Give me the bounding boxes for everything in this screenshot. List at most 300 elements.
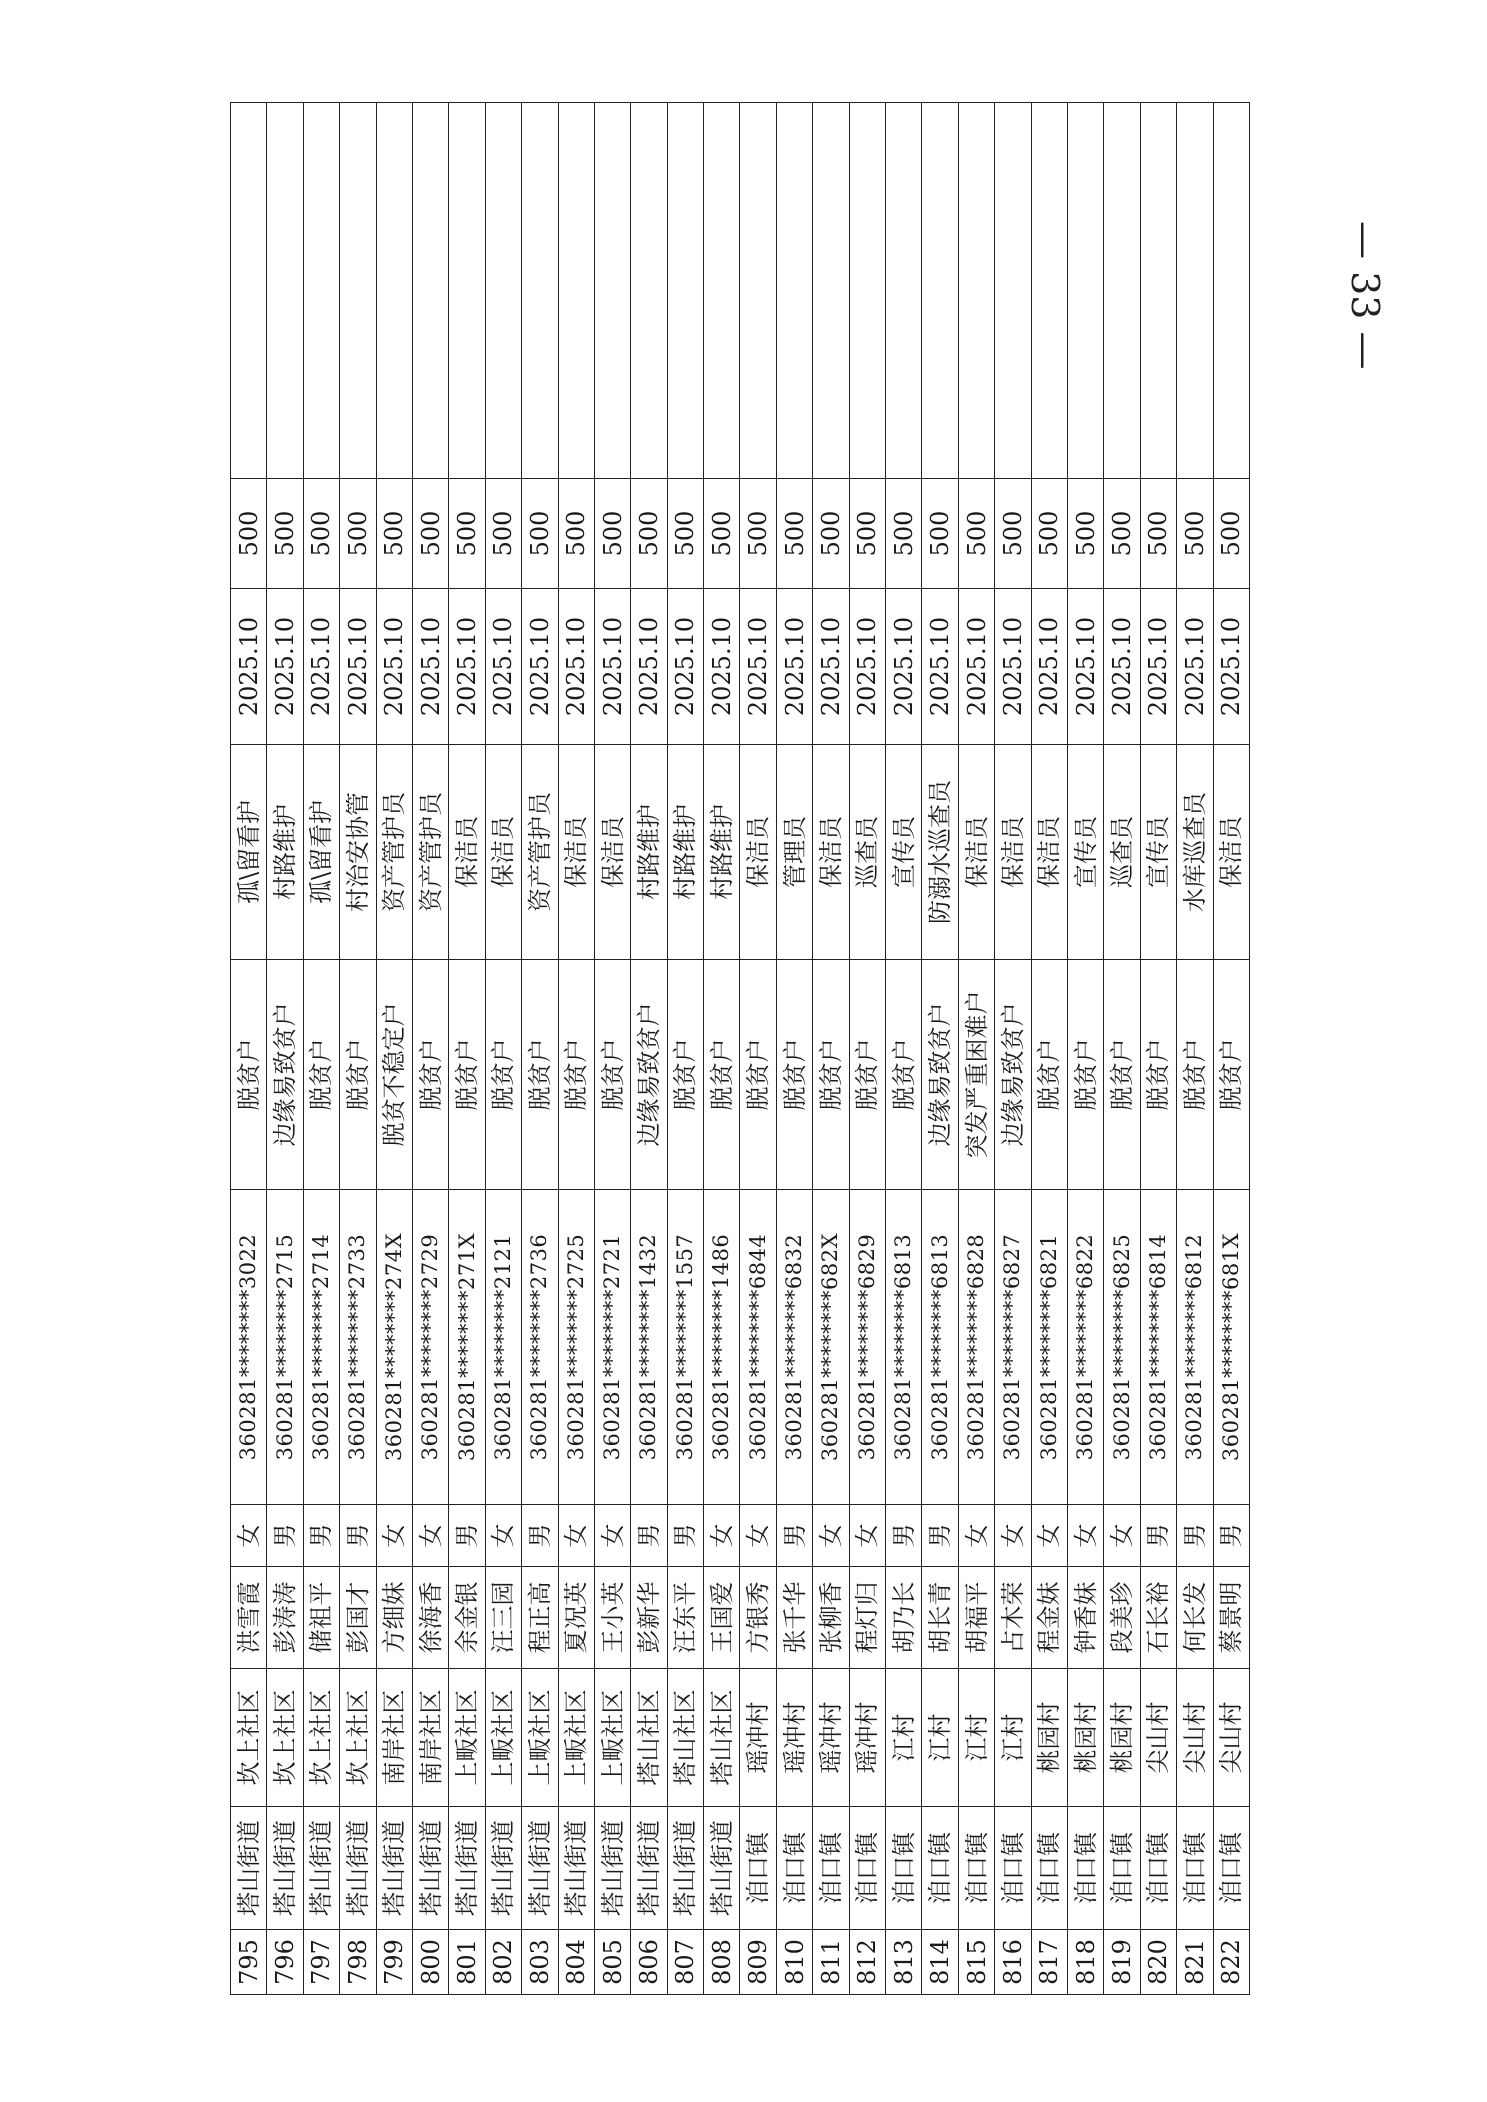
name-cell: 胡乃长 — [886, 1567, 922, 1669]
table-row — [849, 103, 885, 1995]
id-number-cell: 360281********6844 — [740, 1190, 776, 1505]
amount-cell: 500 — [740, 479, 776, 589]
amount-cell: 500 — [303, 479, 339, 589]
row-number-cell: 801 — [449, 1930, 485, 1995]
post-cell: 村路维护 — [667, 745, 703, 960]
table-row — [340, 103, 376, 1995]
post-cell: 资产管护员 — [522, 745, 558, 960]
row-number-cell: 797 — [303, 1930, 339, 1995]
row-number-cell: 815 — [958, 1930, 994, 1995]
town-cell: 塔山街道 — [485, 1807, 521, 1930]
row-number-cell: 811 — [813, 1930, 849, 1995]
date-cell: 2025.10 — [886, 589, 922, 745]
date-cell: 2025.10 — [849, 589, 885, 745]
village-cell: 瑶冲村 — [849, 1669, 885, 1807]
id-number-cell: 360281********2725 — [558, 1190, 594, 1505]
gender-cell: 男 — [303, 1505, 339, 1567]
category-cell: 突发严重困难户 — [958, 960, 994, 1190]
date-cell: 2025.10 — [631, 589, 667, 745]
date-cell: 2025.10 — [1031, 589, 1067, 745]
gender-cell: 女 — [594, 1505, 630, 1567]
date-cell: 2025.10 — [958, 589, 994, 745]
data-table — [230, 102, 1250, 1995]
category-cell: 脱贫户 — [522, 960, 558, 1190]
remark-cell — [667, 103, 703, 479]
id-number-cell: 360281********682X — [813, 1190, 849, 1505]
town-cell: 洎口镇 — [1031, 1807, 1067, 1930]
row-number-cell: 804 — [558, 1930, 594, 1995]
category-cell: 脱贫户 — [594, 960, 630, 1190]
town-cell: 塔山街道 — [267, 1807, 303, 1930]
amount-cell: 500 — [849, 479, 885, 589]
name-cell: 蔡景明 — [1213, 1567, 1249, 1669]
date-cell: 2025.10 — [449, 589, 485, 745]
town-cell: 塔山街道 — [667, 1807, 703, 1930]
remark-cell — [412, 103, 448, 479]
town-cell: 塔山街道 — [631, 1807, 667, 1930]
post-cell: 保洁员 — [485, 745, 521, 960]
town-cell: 塔山街道 — [704, 1807, 740, 1930]
town-cell: 洎口镇 — [958, 1807, 994, 1930]
id-number-cell: 360281********6812 — [1177, 1190, 1213, 1505]
remark-cell — [1104, 103, 1140, 479]
village-cell: 桃园村 — [1104, 1669, 1140, 1807]
name-cell: 程正高 — [522, 1567, 558, 1669]
post-cell: 水库巡查员 — [1177, 745, 1213, 960]
table-row — [1031, 103, 1067, 1995]
name-cell: 彭涛涛 — [267, 1567, 303, 1669]
remark-cell — [958, 103, 994, 479]
row-number-cell: 795 — [231, 1930, 267, 1995]
village-cell: 桃园村 — [1067, 1669, 1103, 1807]
amount-cell: 500 — [485, 479, 521, 589]
gender-cell: 女 — [1067, 1505, 1103, 1567]
row-number-cell: 803 — [522, 1930, 558, 1995]
amount-cell: 500 — [376, 479, 412, 589]
post-cell: 管理员 — [776, 745, 812, 960]
category-cell: 脱贫户 — [412, 960, 448, 1190]
row-number-cell: 808 — [704, 1930, 740, 1995]
amount-cell: 500 — [1104, 479, 1140, 589]
table-row — [704, 103, 740, 1995]
town-cell: 塔山街道 — [231, 1807, 267, 1930]
remark-cell — [594, 103, 630, 479]
date-cell: 2025.10 — [667, 589, 703, 745]
row-number-cell: 813 — [886, 1930, 922, 1995]
gender-cell: 男 — [776, 1505, 812, 1567]
id-number-cell: 360281********1486 — [704, 1190, 740, 1505]
name-cell: 钟香妹 — [1067, 1567, 1103, 1669]
category-cell: 脱贫户 — [813, 960, 849, 1190]
town-cell: 洎口镇 — [1140, 1807, 1176, 1930]
name-cell: 张千华 — [776, 1567, 812, 1669]
page-number: — 33 — — [1343, 220, 1387, 370]
rotated-table-wrapper — [230, 103, 1250, 1995]
gender-cell: 男 — [922, 1505, 958, 1567]
post-cell: 资产管护员 — [376, 745, 412, 960]
row-number-cell: 802 — [485, 1930, 521, 1995]
id-number-cell: 360281********2721 — [594, 1190, 630, 1505]
row-number-cell: 819 — [1104, 1930, 1140, 1995]
id-number-cell: 360281********6813 — [886, 1190, 922, 1505]
gender-cell: 女 — [376, 1505, 412, 1567]
table-row — [631, 103, 667, 1995]
date-cell: 2025.10 — [1140, 589, 1176, 745]
table-row — [485, 103, 521, 1995]
village-cell: 瑶冲村 — [740, 1669, 776, 1807]
name-cell: 胡福平 — [958, 1567, 994, 1669]
post-cell: 村路维护 — [704, 745, 740, 960]
row-number-cell: 816 — [995, 1930, 1031, 1995]
amount-cell: 500 — [704, 479, 740, 589]
post-cell: 保洁员 — [740, 745, 776, 960]
id-number-cell: 360281********6827 — [995, 1190, 1031, 1505]
table-row — [303, 103, 339, 1995]
category-cell: 脱贫户 — [340, 960, 376, 1190]
village-cell: 瑶冲村 — [813, 1669, 849, 1807]
category-cell: 脱贫户 — [485, 960, 521, 1190]
category-cell: 脱贫户 — [1067, 960, 1103, 1190]
date-cell: 2025.10 — [704, 589, 740, 745]
village-cell: 江村 — [958, 1669, 994, 1807]
gender-cell: 女 — [1031, 1505, 1067, 1567]
name-cell: 夏况英 — [558, 1567, 594, 1669]
name-cell: 汪东平 — [667, 1567, 703, 1669]
remark-cell — [849, 103, 885, 479]
town-cell: 洎口镇 — [1067, 1807, 1103, 1930]
village-cell: 尖山村 — [1213, 1669, 1249, 1807]
id-number-cell: 360281********6828 — [958, 1190, 994, 1505]
date-cell: 2025.10 — [340, 589, 376, 745]
post-cell: 保洁员 — [1213, 745, 1249, 960]
id-number-cell: 360281********6822 — [1067, 1190, 1103, 1505]
id-number-cell: 360281********6829 — [849, 1190, 885, 1505]
village-cell: 塔山社区 — [631, 1669, 667, 1807]
date-cell: 2025.10 — [1213, 589, 1249, 745]
village-cell: 江村 — [922, 1669, 958, 1807]
gender-cell: 男 — [522, 1505, 558, 1567]
amount-cell: 500 — [995, 479, 1031, 589]
remark-cell — [522, 103, 558, 479]
table-row — [1104, 103, 1140, 1995]
date-cell: 2025.10 — [522, 589, 558, 745]
gender-cell: 男 — [1213, 1505, 1249, 1567]
name-cell: 徐海香 — [412, 1567, 448, 1669]
village-cell: 坎上社区 — [340, 1669, 376, 1807]
amount-cell: 500 — [631, 479, 667, 589]
amount-cell: 500 — [522, 479, 558, 589]
row-number-cell: 796 — [267, 1930, 303, 1995]
category-cell: 边缘易致贫户 — [995, 960, 1031, 1190]
gender-cell: 男 — [886, 1505, 922, 1567]
town-cell: 塔山街道 — [522, 1807, 558, 1930]
name-cell: 胡长青 — [922, 1567, 958, 1669]
row-number-cell: 820 — [1140, 1930, 1176, 1995]
row-number-cell: 800 — [412, 1930, 448, 1995]
remark-cell — [1031, 103, 1067, 479]
village-cell: 江村 — [886, 1669, 922, 1807]
table-row — [522, 103, 558, 1995]
category-cell: 脱贫户 — [740, 960, 776, 1190]
remark-cell — [1213, 103, 1249, 479]
village-cell: 江村 — [995, 1669, 1031, 1807]
id-number-cell: 360281********3022 — [231, 1190, 267, 1505]
town-cell: 洎口镇 — [922, 1807, 958, 1930]
post-cell: 宣传员 — [886, 745, 922, 960]
category-cell: 脱贫户 — [1213, 960, 1249, 1190]
village-cell: 塔山社区 — [704, 1669, 740, 1807]
amount-cell: 500 — [1031, 479, 1067, 589]
table-row — [412, 103, 448, 1995]
remark-cell — [449, 103, 485, 479]
row-number-cell: 805 — [594, 1930, 630, 1995]
table-row — [1213, 103, 1249, 1995]
post-cell: 村治安协管 — [340, 745, 376, 960]
row-number-cell: 806 — [631, 1930, 667, 1995]
row-number-cell: 799 — [376, 1930, 412, 1995]
town-cell: 洎口镇 — [849, 1807, 885, 1930]
post-cell: 宣传员 — [1067, 745, 1103, 960]
table-row — [740, 103, 776, 1995]
gender-cell: 女 — [1104, 1505, 1140, 1567]
remark-cell — [704, 103, 740, 479]
category-cell: 脱贫户 — [1177, 960, 1213, 1190]
village-cell: 上畈社区 — [522, 1669, 558, 1807]
date-cell: 2025.10 — [922, 589, 958, 745]
post-cell: 保洁员 — [449, 745, 485, 960]
amount-cell: 500 — [1213, 479, 1249, 589]
amount-cell: 500 — [1177, 479, 1213, 589]
table-row — [813, 103, 849, 1995]
town-cell: 洎口镇 — [740, 1807, 776, 1930]
amount-cell: 500 — [922, 479, 958, 589]
name-cell: 方细妹 — [376, 1567, 412, 1669]
id-number-cell: 360281********2121 — [485, 1190, 521, 1505]
remark-cell — [485, 103, 521, 479]
id-number-cell: 360281********1557 — [667, 1190, 703, 1505]
category-cell: 脱贫户 — [849, 960, 885, 1190]
category-cell: 脱贫户 — [231, 960, 267, 1190]
gender-cell: 男 — [449, 1505, 485, 1567]
post-cell: 资产管护员 — [412, 745, 448, 960]
id-number-cell: 360281********6814 — [1140, 1190, 1176, 1505]
post-cell: 村路维护 — [267, 745, 303, 960]
name-cell: 余金银 — [449, 1567, 485, 1669]
post-cell: 宣传员 — [1140, 745, 1176, 960]
amount-cell: 500 — [340, 479, 376, 589]
id-number-cell: 360281********6821 — [1031, 1190, 1067, 1505]
table-row — [594, 103, 630, 1995]
town-cell: 洎口镇 — [1177, 1807, 1213, 1930]
id-number-cell: 360281********681X — [1213, 1190, 1249, 1505]
amount-cell: 500 — [667, 479, 703, 589]
remark-cell — [922, 103, 958, 479]
post-cell: 防溺水巡查员 — [922, 745, 958, 960]
gender-cell: 女 — [849, 1505, 885, 1567]
village-cell: 坎上社区 — [231, 1669, 267, 1807]
gender-cell: 男 — [631, 1505, 667, 1567]
town-cell: 塔山街道 — [412, 1807, 448, 1930]
row-number-cell: 822 — [1213, 1930, 1249, 1995]
remark-cell — [303, 103, 339, 479]
table-row — [558, 103, 594, 1995]
name-cell: 占木荣 — [995, 1567, 1031, 1669]
date-cell: 2025.10 — [594, 589, 630, 745]
town-cell: 塔山街道 — [303, 1807, 339, 1930]
name-cell: 储祖平 — [303, 1567, 339, 1669]
post-cell: 保洁员 — [594, 745, 630, 960]
remark-cell — [631, 103, 667, 479]
date-cell: 2025.10 — [558, 589, 594, 745]
id-number-cell: 360281********2714 — [303, 1190, 339, 1505]
category-cell: 脱贫户 — [704, 960, 740, 1190]
date-cell: 2025.10 — [485, 589, 521, 745]
date-cell: 2025.10 — [303, 589, 339, 745]
category-cell: 脱贫户 — [667, 960, 703, 1190]
town-cell: 塔山街道 — [558, 1807, 594, 1930]
name-cell: 程灯归 — [849, 1567, 885, 1669]
date-cell: 2025.10 — [412, 589, 448, 745]
town-cell: 塔山街道 — [340, 1807, 376, 1930]
post-cell: 保洁员 — [813, 745, 849, 960]
amount-cell: 500 — [558, 479, 594, 589]
category-cell: 脱贫户 — [303, 960, 339, 1190]
date-cell: 2025.10 — [1177, 589, 1213, 745]
date-cell: 2025.10 — [995, 589, 1031, 745]
table-row — [449, 103, 485, 1995]
village-cell: 上畈社区 — [485, 1669, 521, 1807]
category-cell: 脱贫不稳定户 — [376, 960, 412, 1190]
name-cell: 程金妹 — [1031, 1567, 1067, 1669]
gender-cell: 女 — [995, 1505, 1031, 1567]
date-cell: 2025.10 — [740, 589, 776, 745]
id-number-cell: 360281********274X — [376, 1190, 412, 1505]
town-cell: 洎口镇 — [886, 1807, 922, 1930]
village-cell: 桃园村 — [1031, 1669, 1067, 1807]
name-cell: 王国爱 — [704, 1567, 740, 1669]
remark-cell — [1067, 103, 1103, 479]
town-cell: 洎口镇 — [1213, 1807, 1249, 1930]
amount-cell: 500 — [958, 479, 994, 589]
row-number-cell: 812 — [849, 1930, 885, 1995]
amount-cell: 500 — [886, 479, 922, 589]
village-cell: 坎上社区 — [303, 1669, 339, 1807]
table-row — [667, 103, 703, 1995]
table-row — [231, 103, 267, 1995]
village-cell: 尖山村 — [1140, 1669, 1176, 1807]
id-number-cell: 360281********6813 — [922, 1190, 958, 1505]
table-row — [267, 103, 303, 1995]
id-number-cell: 360281********2729 — [412, 1190, 448, 1505]
remark-cell — [231, 103, 267, 479]
remark-cell — [558, 103, 594, 479]
row-number-cell: 809 — [740, 1930, 776, 1995]
row-number-cell: 807 — [667, 1930, 703, 1995]
remark-cell — [886, 103, 922, 479]
name-cell: 张柳香 — [813, 1567, 849, 1669]
post-cell: 巡查员 — [1104, 745, 1140, 960]
category-cell: 脱贫户 — [558, 960, 594, 1190]
gender-cell: 男 — [267, 1505, 303, 1567]
town-cell: 塔山街道 — [449, 1807, 485, 1930]
gender-cell: 男 — [1140, 1505, 1176, 1567]
name-cell: 石长裕 — [1140, 1567, 1176, 1669]
post-cell: 保洁员 — [995, 745, 1031, 960]
amount-cell: 500 — [412, 479, 448, 589]
table-row — [1140, 103, 1176, 1995]
gender-cell: 女 — [813, 1505, 849, 1567]
date-cell: 2025.10 — [813, 589, 849, 745]
post-cell: 村路维护 — [631, 745, 667, 960]
gender-cell: 女 — [958, 1505, 994, 1567]
date-cell: 2025.10 — [376, 589, 412, 745]
gender-cell: 女 — [740, 1505, 776, 1567]
table-row — [995, 103, 1031, 1995]
village-cell: 瑶冲村 — [776, 1669, 812, 1807]
gender-cell: 男 — [667, 1505, 703, 1567]
village-cell: 坎上社区 — [267, 1669, 303, 1807]
category-cell: 脱贫户 — [776, 960, 812, 1190]
row-number-cell: 814 — [922, 1930, 958, 1995]
town-cell: 洎口镇 — [776, 1807, 812, 1930]
row-number-cell: 810 — [776, 1930, 812, 1995]
amount-cell: 500 — [776, 479, 812, 589]
remark-cell — [340, 103, 376, 479]
town-cell: 洎口镇 — [1104, 1807, 1140, 1930]
id-number-cell: 360281********6825 — [1104, 1190, 1140, 1505]
name-cell: 洪雪霞 — [231, 1567, 267, 1669]
remark-cell — [1140, 103, 1176, 479]
date-cell: 2025.10 — [1067, 589, 1103, 745]
post-cell: 保洁员 — [958, 745, 994, 960]
id-number-cell: 360281********2736 — [522, 1190, 558, 1505]
name-cell: 段美珍 — [1104, 1567, 1140, 1669]
table-body — [231, 103, 1250, 1995]
category-cell: 脱贫户 — [1140, 960, 1176, 1190]
amount-cell: 500 — [267, 479, 303, 589]
id-number-cell: 360281********6832 — [776, 1190, 812, 1505]
amount-cell: 500 — [1067, 479, 1103, 589]
town-cell: 塔山街道 — [594, 1807, 630, 1930]
gender-cell: 男 — [340, 1505, 376, 1567]
post-cell: 孤\留看护 — [303, 745, 339, 960]
gender-cell: 女 — [412, 1505, 448, 1567]
village-cell: 上畈社区 — [558, 1669, 594, 1807]
village-cell: 南岸社区 — [376, 1669, 412, 1807]
table-row — [922, 103, 958, 1995]
category-cell: 脱贫户 — [1104, 960, 1140, 1190]
name-cell: 何长发 — [1177, 1567, 1213, 1669]
remark-cell — [813, 103, 849, 479]
table-row — [776, 103, 812, 1995]
row-number-cell: 817 — [1031, 1930, 1067, 1995]
date-cell: 2025.10 — [267, 589, 303, 745]
table-row — [376, 103, 412, 1995]
town-cell: 塔山街道 — [376, 1807, 412, 1930]
category-cell: 边缘易致贫户 — [922, 960, 958, 1190]
remark-cell — [1177, 103, 1213, 479]
amount-cell: 500 — [594, 479, 630, 589]
gender-cell: 男 — [1177, 1505, 1213, 1567]
post-cell: 孤\留看护 — [231, 745, 267, 960]
gender-cell: 女 — [558, 1505, 594, 1567]
id-number-cell: 360281********271X — [449, 1190, 485, 1505]
village-cell: 塔山社区 — [667, 1669, 703, 1807]
date-cell: 2025.10 — [1104, 589, 1140, 745]
row-number-cell: 818 — [1067, 1930, 1103, 1995]
name-cell: 彭新华 — [631, 1567, 667, 1669]
date-cell: 2025.10 — [231, 589, 267, 745]
